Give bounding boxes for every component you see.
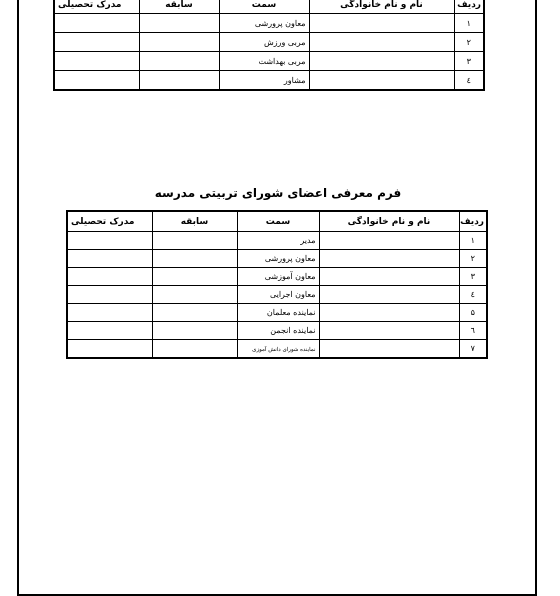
row-number: ۳ bbox=[459, 268, 487, 286]
position-cell: مربی بهداشت bbox=[219, 52, 309, 71]
position-cell: نماینده انجمن bbox=[237, 322, 319, 340]
full-name-cell[interactable] bbox=[319, 340, 459, 359]
degree-cell[interactable] bbox=[67, 268, 152, 286]
header-position: سمت bbox=[219, 0, 309, 14]
experience-cell[interactable] bbox=[139, 52, 219, 71]
table-row bbox=[54, 14, 484, 33]
degree-cell[interactable] bbox=[67, 250, 152, 268]
row-number: ۷ bbox=[459, 340, 487, 359]
full-name-cell[interactable] bbox=[309, 33, 454, 52]
position-cell: معاون پرورشی bbox=[219, 14, 309, 33]
table-row bbox=[54, 71, 484, 91]
form-title: فرم معرفی اعضای شورای تربیتی مدرسه bbox=[154, 186, 402, 200]
header-row-number: ردیف bbox=[459, 211, 487, 232]
degree-cell[interactable] bbox=[67, 286, 152, 304]
row-number: ٤ bbox=[459, 286, 487, 304]
row-number: ۵ bbox=[459, 304, 487, 322]
row-number: ۲ bbox=[454, 33, 484, 52]
header-full-name: نام و نام خانوادگی bbox=[309, 0, 454, 14]
header-experience: سابقه bbox=[139, 0, 219, 14]
position-cell: مدیر bbox=[237, 232, 319, 250]
table-row bbox=[67, 322, 487, 340]
experience-cell[interactable] bbox=[152, 322, 237, 340]
header-row-number: ردیف bbox=[454, 0, 484, 14]
experience-cell[interactable] bbox=[152, 286, 237, 304]
degree-cell[interactable] bbox=[54, 14, 139, 33]
full-name-cell[interactable] bbox=[319, 250, 459, 268]
position-cell: معاون اجرایی bbox=[237, 286, 319, 304]
full-name-cell[interactable] bbox=[309, 52, 454, 71]
header-full-name: نام و نام خانوادگی bbox=[319, 211, 459, 232]
experience-cell[interactable] bbox=[139, 71, 219, 91]
full-name-cell[interactable] bbox=[319, 232, 459, 250]
degree-cell[interactable] bbox=[67, 304, 152, 322]
experience-cell[interactable] bbox=[152, 340, 237, 359]
row-number: ۳ bbox=[454, 52, 484, 71]
degree-cell[interactable] bbox=[54, 52, 139, 71]
table-row bbox=[54, 52, 484, 71]
table-row bbox=[67, 340, 487, 359]
position-cell bbox=[237, 340, 319, 359]
experience-cell[interactable] bbox=[152, 268, 237, 286]
full-name-cell[interactable] bbox=[319, 268, 459, 286]
row-number: ٦ bbox=[459, 322, 487, 340]
degree-cell[interactable] bbox=[54, 33, 139, 52]
table-row bbox=[67, 250, 487, 268]
position-cell: نماینده معلمان bbox=[237, 304, 319, 322]
full-name-cell[interactable] bbox=[319, 304, 459, 322]
table-header-row bbox=[67, 211, 487, 232]
experience-cell[interactable] bbox=[152, 304, 237, 322]
full-name-cell[interactable] bbox=[309, 14, 454, 33]
header-experience: سابقه bbox=[152, 211, 237, 232]
position-cell: مشاور bbox=[219, 71, 309, 91]
header-education-degree: مدرک تحصیلی bbox=[54, 0, 139, 14]
full-name-cell[interactable] bbox=[309, 71, 454, 91]
experience-cell[interactable] bbox=[152, 250, 237, 268]
header-position: سمت bbox=[237, 211, 319, 232]
position-cell: مربی ورزش bbox=[219, 33, 309, 52]
full-name-cell[interactable] bbox=[319, 286, 459, 304]
degree-cell[interactable] bbox=[67, 340, 152, 359]
degree-cell[interactable] bbox=[54, 71, 139, 91]
experience-cell[interactable] bbox=[152, 232, 237, 250]
position-cell: معاون آموزشی bbox=[237, 268, 319, 286]
position-cell-text: نماینده شورای دانش آموزی bbox=[252, 347, 316, 353]
row-number: ٤ bbox=[454, 71, 484, 91]
table-row bbox=[67, 268, 487, 286]
staff-table-top bbox=[53, 0, 485, 91]
row-number: ۲ bbox=[459, 250, 487, 268]
experience-cell[interactable] bbox=[139, 33, 219, 52]
table-row bbox=[67, 286, 487, 304]
table-row bbox=[67, 232, 487, 250]
full-name-cell[interactable] bbox=[319, 322, 459, 340]
row-number: ۱ bbox=[459, 232, 487, 250]
row-number: ۱ bbox=[454, 14, 484, 33]
degree-cell[interactable] bbox=[67, 322, 152, 340]
header-education-degree: مدرک تحصیلی bbox=[67, 211, 152, 232]
experience-cell[interactable] bbox=[139, 14, 219, 33]
table-row bbox=[67, 304, 487, 322]
table-row bbox=[54, 33, 484, 52]
table-header-row bbox=[54, 0, 484, 14]
degree-cell[interactable] bbox=[67, 232, 152, 250]
training-council-table bbox=[66, 210, 488, 359]
position-cell: معاون پرورشی bbox=[237, 250, 319, 268]
